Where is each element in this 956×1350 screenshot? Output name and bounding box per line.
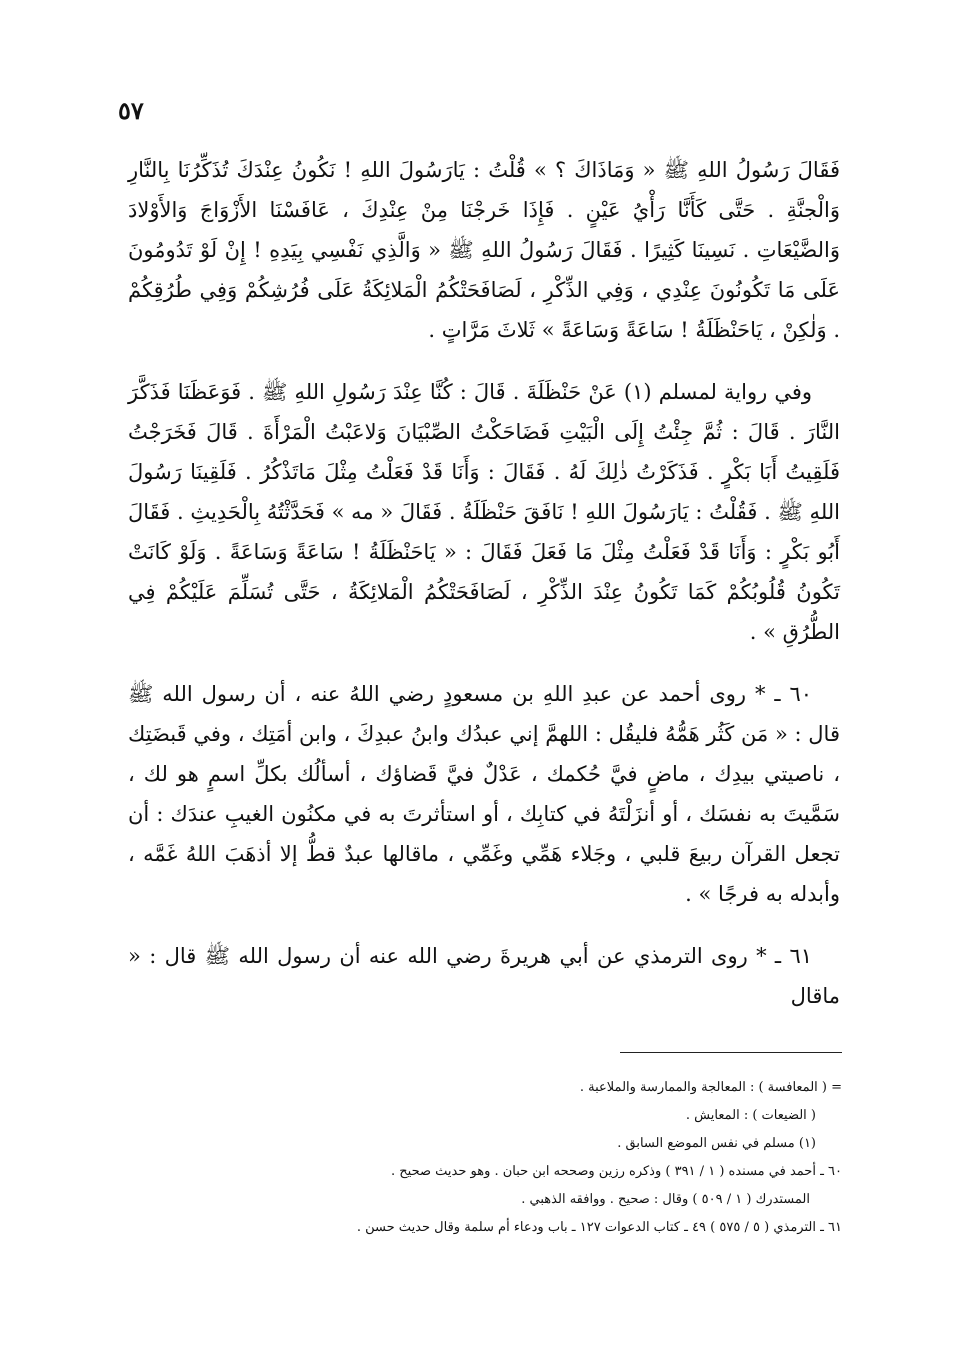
footnote-line: المستدرك ( ١ / ٥٠٩ ) وقال : صحيح . ووافقه الذهبي .: [521, 1192, 810, 1207]
footnote-line: ٦١ ـ الترمذي ( ٥ / ٥٧٥ ) ٤٩ ـ كتاب الدعوات ١٢٧ ـ باب ودعاء أم سلمة وقال حديث حسن .: [356, 1220, 842, 1235]
paragraph-hadith-continuation: فَقَالَ رَسُولُ اللهِ ﷺ « وَمَاذَاكَ ؟ » قُلْتُ : يَارَسُولَ اللهِ ! نَكُونُ عِنْدَكَ تُذَكِّرُنَا بِالنَّارِ وَالْجنَّةِ . حَتَّى كَأَنَّا رَأْيُ عَيْنٍ . فَإِذَا خَرجْنَا مِنْ عِنْدِكَ ، عَافَسْنَا الأَزْوَاجَ وَالأَوْلادَ وَالضَّيْعَاتِ . نَسِينَا كَثِيرًا . فَقَالَ رَسُولُ اللهِ ﷺ « وَالَّذِي نَفْسِي بِيَدِهِ ! إِنْ لَوْ تَدُومُونَ عَلَى مَا تَكُونُونَ عِنْدِي ، وَفِي الذِّكْرِ ، لَصَافَحَتْكُمُ الْمَلائِكَةُ عَلَى فُرُشِكُمْ وَفِي طُرُقِكُمْ . وَلٰكِنْ ، يَاحَنْظَلَةُ ! سَاعَةً وَسَاعَةً » ثَلاثَ مَرَّاتٍ .: [128, 158, 840, 342]
footnote-divider: [620, 1052, 842, 1053]
paragraph-hadith-60: ٦٠ ـ * روى أحمد عن عبدِ اللهِ بن مسعودٍ رضي اللهُ عنه ، أن رسول الله ﷺ قال : « مَن كَثُر هَمُّهُ فليقُل : اللهمَّ إني عبدُك وابنُ عبدِكَ ، وابن أمَتِك ، وفي قَبضَتِك ، ناصيتي بيدِك ، ماضٍ فيَّ حُكمك ، عَدْلٌ فيَّ قَضاؤك ، أسألُك بكلِّ اسمٍ هو لك ، سَمَّيتَ به نفسَك ، أو أنزَلْتَهُ في كتابِك ، أو استأثرتَ به في مكنُون الغيبِ عندَك : أن تجعل القرآن ربيعَ قلبي ، وجَلاء هَمِّي وغَمِّي ، ماقالها عبدٌ قطُّ إلا أذهَبَ اللهُ غَمَّه ، وأبدله به فرجًا » .: [128, 682, 840, 906]
paragraph-hadith-61: ٦١ ـ * روى الترمذي عن أبي هريرةَ رضي الله عنه أن رسول الله ﷺ قال : « ماقال: [128, 944, 840, 1008]
footnote-line: = ( المعافسة ) : المعالجة والممارسة والملاعبة .: [579, 1080, 842, 1095]
footnote-line: (١) مسلم في نفس الموضع السابق .: [617, 1136, 816, 1151]
page-number: ٥٧: [118, 96, 144, 125]
footnote-line: ( الضيعات ) : المعايش .: [685, 1108, 816, 1123]
footnote-line: ٦٠ ـ أحمد في مسنده ( ١ / ٣٩١ ) وذكره رزين وصححه ابن حبان . وهو حديث صحيح .: [390, 1164, 842, 1179]
paragraph-muslim-narration: وفي رواية لمسلم (١) عَنْ حَنْظَلَةَ . قَالَ : كُنَّا عِنْدَ رَسُولِ اللهِ ﷺ . فَوَعَظَنَا فَذَكَّرَ النَّارَ . قَالَ : ثُمَّ جِئْتُ إِلَى الْبَيْتِ فَضَاحَكْتُ الصِّبْيَانَ وَلاعَبْتُ الْمَرْأَةَ . قَالَ فَخَرَجْتُ فَلَقِيتُ أَبَا بَكْرٍ . فَذَكَرْتُ ذٰلِكَ لَهُ . فَقَالَ : وَأَنَا قَدْ فَعَلْتُ مِثْلَ مَاتَذْكُرُ . فَلَقِينَا رَسُولَ اللهِ ﷺ . فَقُلْتُ : يَارَسُولَ اللهِ ! نَافَقَ حَنْظَلَةُ . فَقَالَ « مه » فَحَدَّثْتُهُ بِالْحَدِيثِ . فَقَالَ أَبُو بَكْرٍ : وَأَنَا قَدْ فَعَلْتُ مِثْلَ مَا فَعَلَ فَقَالَ : « يَاحَنْظَلَةُ ! سَاعَةً وَسَاعَةً . وَلَوْ كَانَتْ تَكُونُ قُلُوبُكُمْ كَمَا تَكُونُ عِنْدَ الذِّكْرِ ، لَصَافَحَتْكُمُ الْمَلائِكَةُ ، حَتَّى تُسَلِّمَ عَلَيْكُمْ فِي الطُّرُقِ » .: [128, 380, 840, 644]
footnotes: [260, 1074, 842, 1242]
main-text: [128, 150, 840, 1038]
